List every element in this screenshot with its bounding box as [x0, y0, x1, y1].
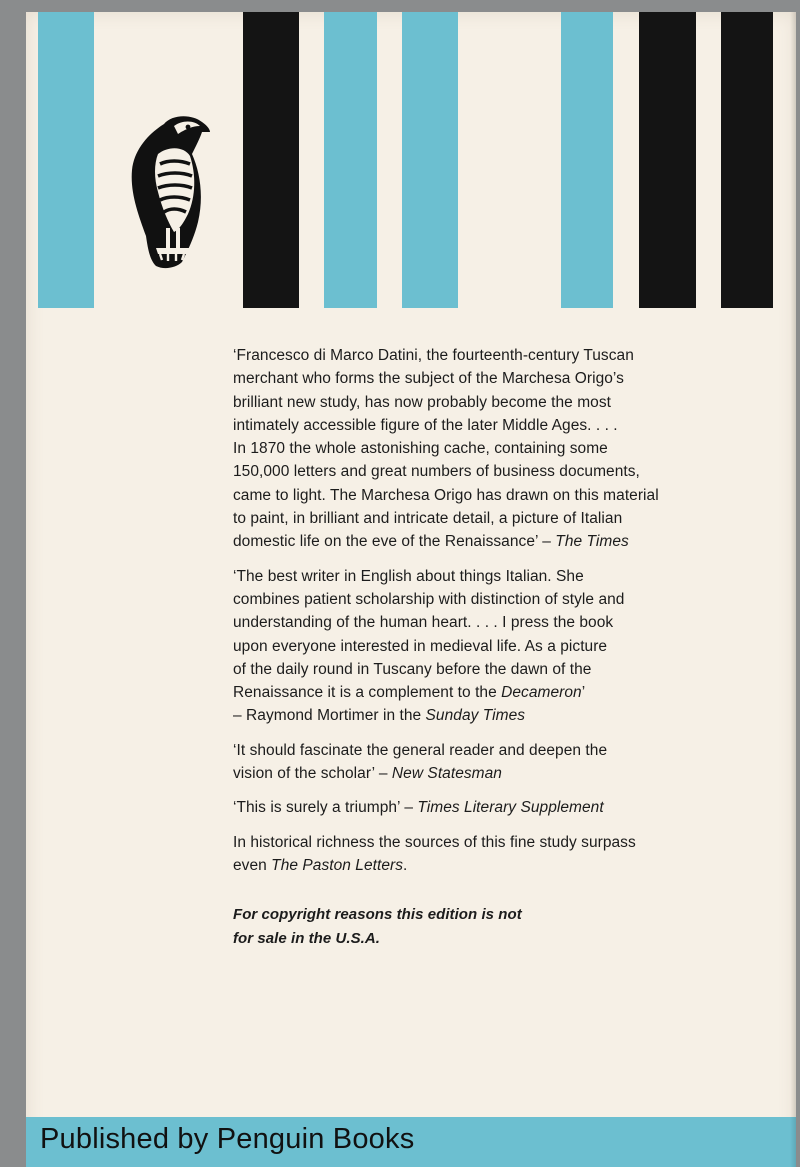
review-line: merchant who forms the subject of the Marchesa Origo’s	[233, 370, 624, 388]
review-source: New Statesman	[391, 765, 502, 783]
work-title: Decameron	[501, 684, 582, 702]
stripe-blue-3	[402, 12, 458, 308]
work-title: The Paston Letters	[271, 856, 404, 874]
closing-statement	[233, 831, 773, 878]
review-line: upon everyone interested in medieval life. As a picture	[233, 637, 608, 655]
review-tls	[233, 796, 773, 819]
stripe-black-1	[243, 12, 299, 308]
review-source: The Times	[555, 533, 629, 551]
review-line: 150,000 letters and great numbers of business documents,	[233, 463, 640, 481]
closing-line: In historical richness the sources of this fine study surpass	[233, 833, 636, 851]
review-line: to paint, in brilliant and intricate detail, a picture of Italian	[233, 510, 623, 528]
book-back-cover	[26, 12, 796, 1167]
review-line: combines patient scholarship with distinction of style and	[233, 590, 625, 608]
review-attribution	[233, 704, 773, 727]
review-line: ‘Francesco di Marco Datini, the fourteenth-century Tuscan	[233, 347, 634, 364]
review-line	[233, 681, 773, 704]
review-line-text: ‘This is surely a triumph’ –	[233, 799, 418, 817]
review-line	[233, 530, 773, 553]
notice-line: for sale in the U.S.A.	[233, 929, 380, 947]
copyright-notice	[233, 903, 773, 950]
peregrine-falcon-icon	[126, 110, 212, 270]
closing-line	[233, 854, 773, 877]
notice-line: For copyright reasons this edition is not	[233, 906, 522, 924]
stripe-blue-4	[561, 12, 613, 308]
stripe-black-3	[721, 12, 773, 308]
closing-quote: ’	[581, 684, 586, 702]
review-line-text: Renaissance it is a complement to the	[233, 684, 502, 702]
review-source: Sunday Times	[425, 707, 526, 725]
review-line: ‘The best writer in English about things Italian. She	[233, 567, 584, 585]
review-line	[233, 796, 773, 819]
closing-punct: .	[403, 856, 408, 874]
publisher-text: Published by Penguin Books	[40, 1123, 415, 1155]
review-sunday-times	[233, 565, 773, 728]
review-line: of the daily round in Tuscany before the dawn of the	[233, 660, 592, 678]
review-line: came to light. The Marchesa Origo has drawn on this material	[233, 486, 659, 504]
review-new-statesman	[233, 739, 773, 786]
review-line	[233, 762, 773, 785]
stripe-blue-1	[38, 12, 94, 308]
page-edge	[790, 12, 796, 1167]
review-source: Times Literary Supplement	[417, 799, 604, 817]
review-the-times	[233, 344, 773, 554]
review-line: brilliant new study, has now probably become the most	[233, 393, 612, 411]
review-line-text: vision of the scholar’ –	[233, 765, 392, 783]
blurb-text	[233, 344, 773, 950]
attribution-text: – Raymond Mortimer in the	[233, 707, 426, 725]
review-line: understanding of the human heart. . . . I press the book	[233, 614, 614, 632]
stripe-blue-2	[324, 12, 377, 308]
review-line: In 1870 the whole astonishing cache, containing some	[233, 440, 608, 458]
review-line-text: domestic life on the eve of the Renaissance’ –	[233, 533, 556, 551]
closing-line-text: even	[233, 856, 272, 874]
publisher-band	[26, 1117, 796, 1167]
review-line: intimately accessible figure of the later Middle Ages. . . .	[233, 416, 618, 434]
review-line: ‘It should fascinate the general reader and deepen the	[233, 741, 608, 759]
stripe-black-2	[639, 12, 696, 308]
